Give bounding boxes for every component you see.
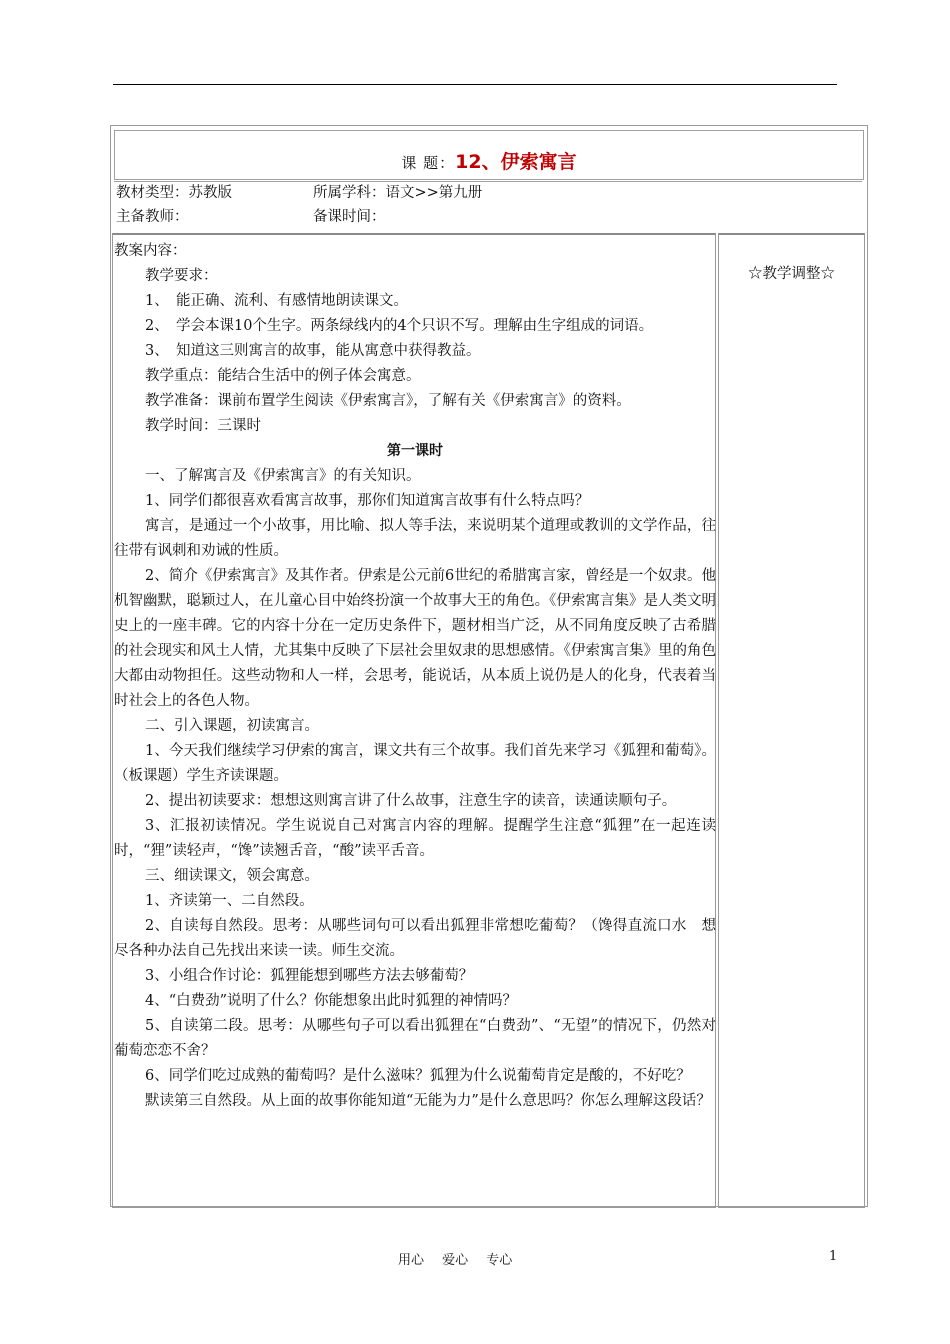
- paragraph: 教学准备：课前布置学生阅读《伊索寓言》，了解有关《伊索寓言》的资料。: [145, 393, 631, 409]
- section-heading: 第一课时: [387, 443, 443, 459]
- prep-time: 备课时间：: [313, 209, 386, 225]
- paragraph: 2、 学会本课10个生字。两条绿线内的4个只识不写。理解由生字组成的词语。: [145, 318, 654, 334]
- meta-row-2: [114, 206, 862, 228]
- paragraph: 6、同学们吃过成熟的葡萄吗？是什么滋味？狐狸为什么说葡萄肯定是酸的，不好吃？: [145, 1068, 691, 1084]
- textbook-type: 教材类型：苏教版: [116, 185, 232, 201]
- paragraph: 教学重点：能结合生活中的例子体会寓意。: [145, 368, 421, 384]
- meta-row-1: [114, 181, 862, 204]
- lesson-content: [114, 239, 716, 1114]
- paragraph: 4、“白费劲”说明了什么？你能想象出此时狐狸的神情吗？: [145, 993, 518, 1009]
- paragraph: 3、汇报初读情况。学生说说自己对寓言内容的理解。提醒学生注意“狐狸”在一起连读时，“狸”读轻声，“馋”读翘舌音，“酸”读平舌音。: [114, 818, 716, 859]
- paragraph: 1、 能正确、流利、有感情地朗读课文。: [145, 293, 408, 309]
- paragraph: 3、小组合作讨论：狐狸能想到哪些方法去够葡萄？: [145, 968, 474, 984]
- subject: 所属学科：语文>>第九册: [313, 185, 483, 201]
- paragraph: 2、简介《伊索寓言》及其作者。伊索是公元前6世纪的希腊寓言家，曾经是一个奴隶。他机智幽默，聪颖过人，在儿童心目中始终扮演一个故事大王的角色。《伊索寓言集》是人类文明史上的一座丰碑。它的内容十分在一定历史条件下，题材相当广泛，从不同角度反映了古希腊的社会现实和风土人情，尤其集中反映了下层社会里奴隶的思想感情。《伊索寓言集》里的角色大都由动物担任。这些动物和人一样，会思考，能说话，从本质上说仍是人的化身，代表着当时社会上的各色人物。: [114, 568, 716, 709]
- paragraph: 3、 知道这三则寓言的故事，能从寓意中获得教益。: [145, 343, 481, 359]
- title-name: 12、伊索寓言: [455, 151, 577, 173]
- teacher: 主备教师：: [116, 209, 189, 225]
- title-label: 课 题：: [401, 154, 456, 172]
- paragraph: 2、自读每自然段。思考：从哪些词句可以看出狐狸非常想吃葡萄？（馋得直流口水 想尽各种办法自己先找出来读一读。师生交流。: [114, 918, 716, 959]
- header-rule: [113, 84, 837, 85]
- paragraph: 二、引入课题，初读寓言。: [145, 718, 319, 734]
- lesson-title: [115, 147, 863, 174]
- paragraph: 默读第三自然段。从上面的故事你能知道“无能为力”是什么意思吗？你怎么理解这段话？: [145, 1093, 711, 1109]
- paragraph: 一、了解寓言及《伊索寓言》的有关知识。: [145, 468, 421, 484]
- paragraph: 1、今天我们继续学习伊索的寓言，课文共有三个故事。我们首先来学习《狐狸和葡萄》。（板课题）学生齐读课题。: [114, 743, 716, 784]
- adjust-cell: [718, 233, 865, 1208]
- paragraph: 2、提出初读要求：想想这则寓言讲了什么故事，注意生字的读音，读通读顺句子。: [145, 793, 677, 809]
- paragraph: 1、同学们都很喜欢看寓言故事，那你们知道寓言故事有什么特点吗？: [145, 493, 590, 509]
- title-cell: [114, 130, 864, 180]
- paragraph: 教学要求：: [145, 268, 218, 284]
- footer-motto: 用心 爱心 专心: [398, 1253, 513, 1268]
- paragraph: 三、细读课文，领会寓意。: [145, 868, 319, 884]
- paragraph: 寓言，是通过一个小故事，用比喻、拟人等手法，来说明某个道理或教训的文学作品，往往带有讽刺和劝诫的性质。: [114, 518, 716, 559]
- page-number: 1: [829, 1249, 838, 1264]
- paragraph: 5、自读第二段。思考：从哪些句子可以看出狐狸在“白费劲”、“无望”的情况下，仍然对葡萄恋恋不舍？: [114, 1018, 716, 1059]
- paragraph: 1、齐读第一、二自然段。: [145, 893, 314, 909]
- adjust-heading: ☆教学调整☆: [748, 266, 835, 282]
- content-label: 教案内容：: [114, 243, 187, 259]
- paragraph: 教学时间：三课时: [145, 418, 261, 434]
